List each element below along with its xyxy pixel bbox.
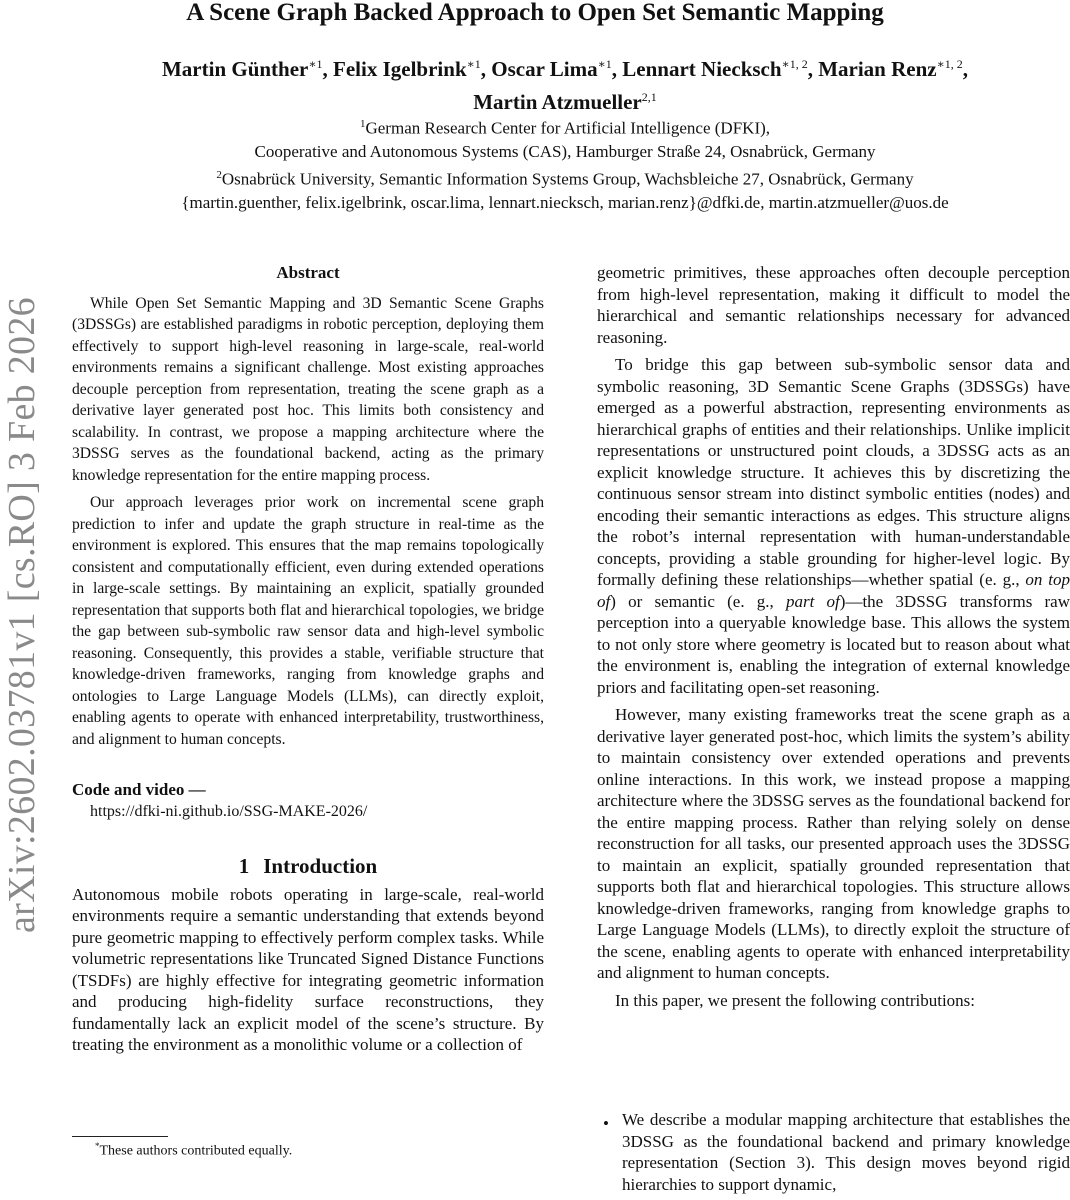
- author-name: Martin Günther: [161, 57, 309, 81]
- author-emails: {martin.guenther, felix.igelbrink, oscar.lima, lennart.niecksch, marian.renz}@dfki.de, martin.atzmueller@uos.de: [181, 192, 949, 212]
- footnote-mark: *: [95, 1141, 100, 1151]
- affil-mark: 2: [216, 168, 222, 181]
- author-line-2: [60, 83, 1070, 116]
- intro-paragraph-1: Autonomous mobile robots operating in large-scale, real-world environments require a semantic understanding that extends beyond pure geometric mapping to effectively perform complex tasks. While volumetric representations like Truncated Signed Distance Functions (TSDFs) are highly effective for integrating geometric information and producing high-fidelity surface reconstructions, they fundamentally lack an explicit model of the scene’s structure. By treating the environment as a monolithic volume or a collection of: [72, 884, 544, 1054]
- author-affil-mark: ∗1: [308, 57, 323, 71]
- author-list: [60, 50, 1070, 116]
- intro-paragraph-3: However, many existing frameworks treat the scene graph as a derivative layer generated post-hoc, which limits the system’s ability to maintain consistency over extended operations and prevents online interactions. In this work, we instead propose a mapping architecture where the 3DSSG serves as the foundational backend for the entire mapping process. Rather than relying solely on dense reconstruction for all tasks, our presented approach uses the 3DSSG to maintain an explicit, spatially grounded representation that supports both flat and hierarchical topologies. This structure allows knowledge-driven frameworks, ranging from knowledge graphs to Large Language Models (LLMs), to directly exploit the structure of the scene, enabling agents to operate with enhanced interpretability and alignment to human concepts.: [597, 705, 1070, 982]
- bullet-marker: •: [603, 1114, 609, 1133]
- affiliation-1-line-2: Cooperative and Autonomous Systems (CAS), Hamburger Straße 24, Osnabrück, Germany: [254, 142, 876, 162]
- right-column: [597, 262, 1070, 1011]
- author-name: Oscar Lima: [491, 57, 598, 81]
- author-affil-mark: ∗1: [597, 57, 612, 71]
- left-column: [72, 262, 544, 1056]
- author-separator: ,: [807, 57, 819, 81]
- code-video-heading: Code and video —: [72, 780, 206, 799]
- section-title: Introduction: [263, 854, 378, 878]
- abstract-paragraph-2: Our approach leverages prior work on incremental scene graph prediction to infer and update the graph structure in real-time as the environment is explored. This ensures that the map remains topologically consistent and computationally efficient, even during extended operations in large-scale settings. By maintaining an explicit, spatially grounded representation that supports both flat and hierarchical topologies, we bridge the gap between sub-symbolic raw sensor data and high-level symbolic reasoning. Consequently, this provides a stable, verifiable structure that knowledge-driven frameworks, ranging from knowledge graphs and ontologies to Large Language Models (LLMs), can directly exploit, enabling agents to operate with enhanced interpretability, trustworthiness, and alignment to human concepts.: [72, 494, 544, 748]
- section-heading-introduction: [72, 856, 544, 878]
- affiliation-2: $^2$Osnabrück University, Semantic Information Systems Group, Wachsbleiche 27, Osnabrück, Germany: [216, 168, 914, 189]
- footnote: [95, 1141, 292, 1160]
- author-affil-mark: ∗1: [466, 57, 481, 71]
- author-separator: ,: [962, 57, 969, 81]
- author-line-1: [60, 50, 1070, 83]
- affil-mark: 1: [359, 118, 366, 130]
- code-video-link[interactable]: https://dfki-ni.github.io/SSG-MAKE-2026/: [90, 802, 368, 820]
- author-name: Felix Igelbrink: [333, 57, 467, 81]
- author-name: Martin Atzmueller: [473, 90, 642, 114]
- arxiv-identifier: arXiv:2602.03781v1 [cs.RO] 3 Feb 2026: [1, 297, 43, 933]
- author-name: Marian Renz: [818, 57, 937, 81]
- author-separator: ,: [611, 57, 623, 81]
- author-separator: ,: [480, 57, 492, 81]
- section-number: 1: [238, 854, 250, 878]
- arxiv-sidebar: [0, 0, 43, 933]
- author-affil-mark: ∗1, 2: [936, 57, 963, 71]
- intro-paragraph-4: In this paper, we present the following contributions:: [615, 990, 976, 1010]
- footnote-rule: [72, 1136, 168, 1137]
- author-affil-mark: ∗1, 2: [781, 57, 808, 71]
- emphasis-on-top-of: on top of: [597, 570, 1070, 611]
- affiliations: [60, 113, 1070, 214]
- paper-title: A Scene Graph Backed Approach to Open Set Semantic Mapping: [186, 0, 884, 26]
- intro-paragraph-continued: geometric primitives, these approaches often decouple perception from high-level representation, making it difficult to model the hierarchical and semantic relationships necessary for advanced reasoning.: [597, 263, 1070, 347]
- abstract-heading: Abstract: [276, 263, 340, 282]
- affiliation-1-line-1: $^1$German Research Center for Artificial Intelligence (DFKI),: [359, 118, 771, 138]
- footnote-text: These authors contributed equally.: [99, 1143, 293, 1159]
- emphasis-part-of: part of: [786, 591, 840, 611]
- author-name: Lennart Niecksch: [622, 57, 782, 81]
- intro-paragraph-2: To bridge this gap between sub-symbolic sensor data and symbolic reasoning, 3D Semantic Scene Graphs (3DSSGs) have emerged as a powerful abstraction, representing environments as hierarchical graphs of entities and their relationships. Unlike implicit representations or unstructured point clouds, a 3DSSG acts as an explicit knowledge structure. It achieves this by discretizing the continuous sensor stream into distinct symbolic entities (nodes) and encoding their semantic interactions as edges. This structure aligns the robot’s internal representation with human-understandable concepts, providing a stable grounding for higher-level logic. By formally defining these relationships—whether spatial (e. g., on top of) or semantic (e. g., part of)—the 3DSSG transforms raw perception into a queryable knowledge base. This allows the system to not only store where geometry is located but to reason about what the environment is, enabling the integration of external knowledge priors and facilitating open-set reasoning.: [597, 355, 1070, 697]
- author-separator: ,: [322, 57, 334, 81]
- contribution-item-1: We describe a modular mapping architecture that establishes the 3DSSG as the foundational backend and primary knowledge representation (Section 3). This design moves beyond rigid hierarchies to support dynamic,: [622, 1110, 1070, 1194]
- abstract-paragraph-1: While Open Set Semantic Mapping and 3D Semantic Scene Graphs (3DSSGs) are established paradigms in robotic perception, deploying them effectively to support high-level reasoning in large-scale, real-world environments remains a significant challenge. Most existing approaches decouple perception from representation, treating the scene graph as a derivative layer generated post hoc. This limits both consistency and scalability. In contrast, we propose a mapping architecture where the 3DSSG serves as the foundational backend, acting as the primary knowledge representation for the entire mapping process.: [72, 294, 544, 484]
- author-affil-mark: 2,1: [641, 90, 657, 104]
